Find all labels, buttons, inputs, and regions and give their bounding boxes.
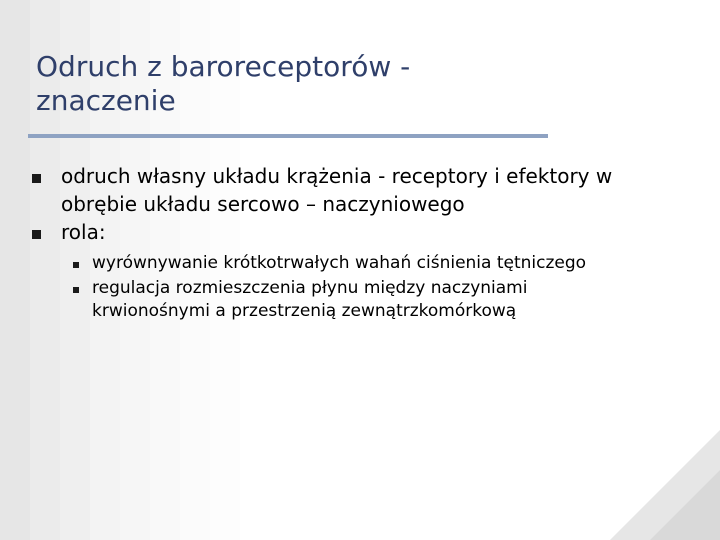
sub-bullet-text: wyrównywanie krótkotrwałych wahań ciśnienia tętniczego xyxy=(92,253,587,273)
sub-bullet-text: regulacja rozmieszczenia płynu między naczyniami krwionośnymi a przestrzenią zewnątrzkomórkową xyxy=(92,278,528,321)
corner-decoration-inner xyxy=(650,470,720,540)
square-bullet-icon xyxy=(73,262,79,268)
title-underline xyxy=(28,134,548,138)
bullet-text: odruch własny układu krążenia - receptory i efektory w obrębie układu sercowo – naczyniowego xyxy=(61,164,613,216)
sub-bullet-item xyxy=(61,252,648,275)
bullet-item xyxy=(28,162,648,218)
square-bullet-icon xyxy=(32,174,41,183)
sub-bullet-list xyxy=(61,252,648,323)
sub-bullet-item xyxy=(61,277,648,323)
square-bullet-icon xyxy=(32,230,41,239)
bullet-list xyxy=(28,162,648,325)
square-bullet-icon xyxy=(73,287,79,293)
slide-title: Odruch z baroreceptorów - znaczenie xyxy=(36,50,411,117)
bullet-text: rola: xyxy=(61,220,106,244)
bullet-item xyxy=(28,218,648,323)
